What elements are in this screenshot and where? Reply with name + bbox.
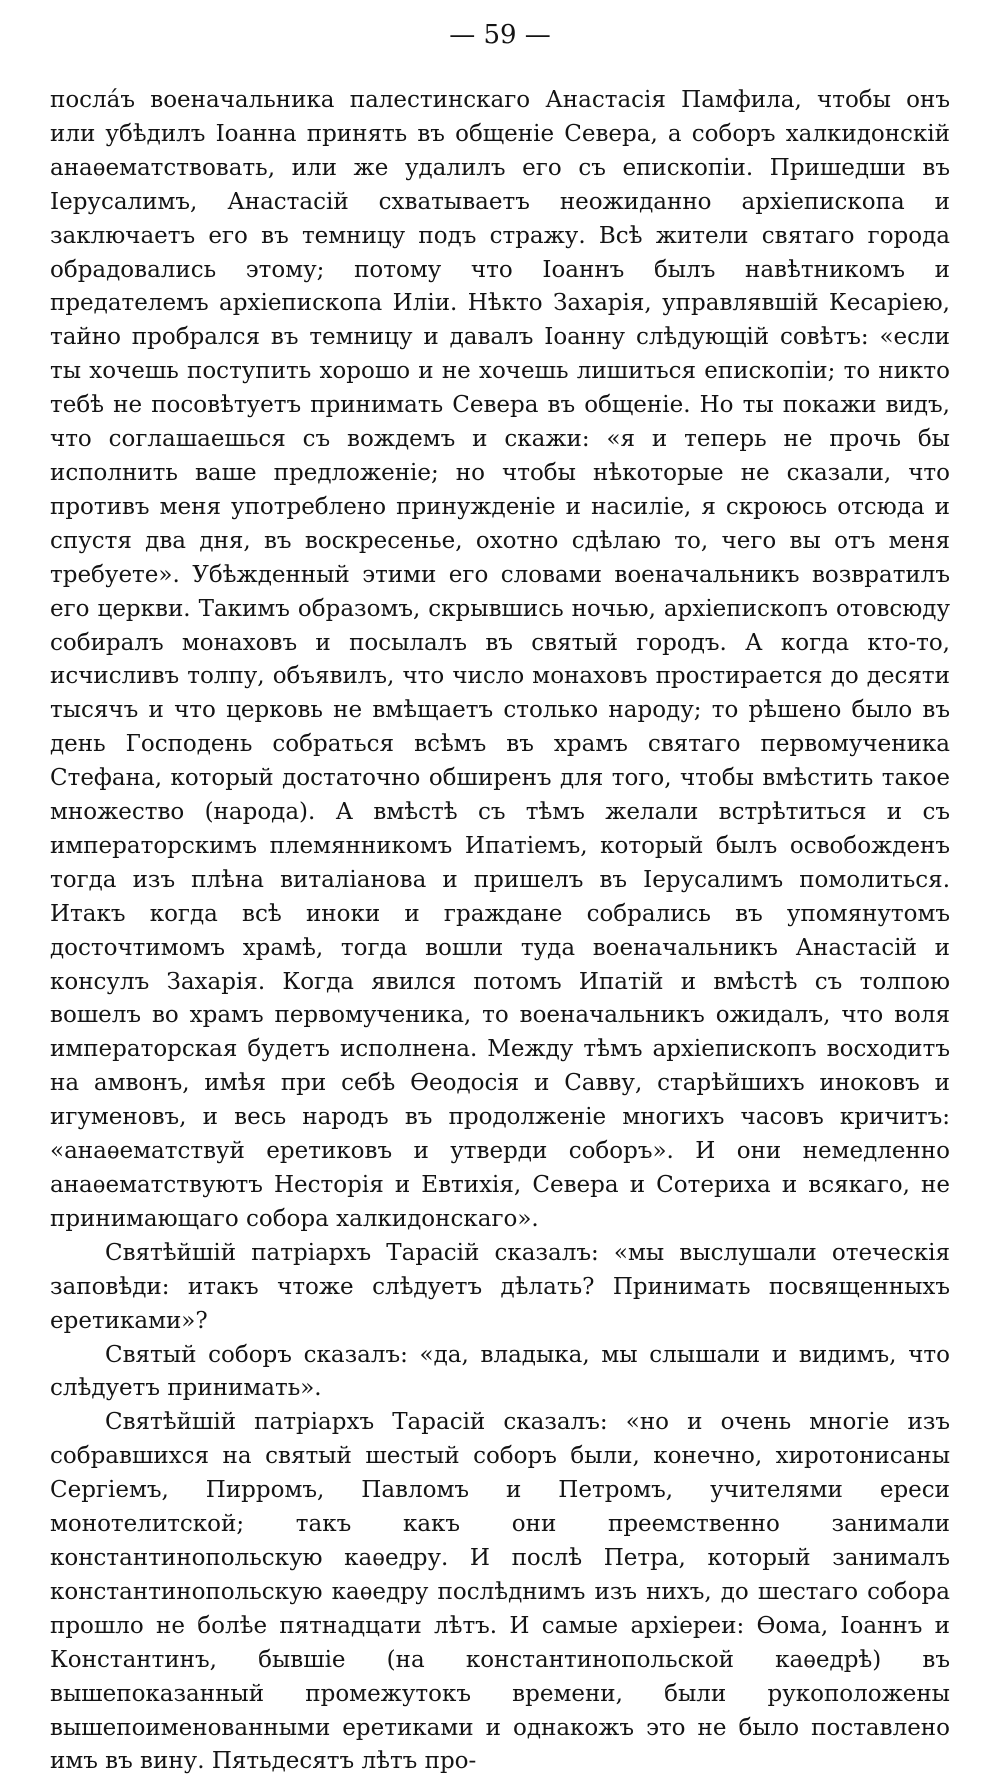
- paragraph-3: Святый соборъ сказалъ: «да, владыка, мы слышали и видимъ, что слѣдуетъ принимать».: [50, 1341, 950, 1402]
- document-page: [50, 22, 950, 1779]
- paragraph-2: Святѣйшій патріархъ Тарасій сказалъ: «мы выслушали отеческія заповѣди: итакъ чтоже слѣдуетъ дѣлать? Принимать посвященныхъ еретиками»?: [50, 1239, 950, 1334]
- paragraph-4: Святѣйшій патріархъ Тарасій сказалъ: «но и очень многіе изъ собравшихся на святый шестый соборъ были, конечно, хиротонисаны Сергіемъ, Пирромъ, Павломъ и Петромъ, учителями ереси монотелитской; такъ какъ они преемственно занимали константинопольскую каѳедру. И послѣ Петра, который занималъ константинопольскую каѳедру послѣднимъ изъ нихъ, до шестаго собора прошло не болѣе пятнадцати лѣтъ. И самые архіереи: Ѳома, Іоаннъ и Константинъ, бывшіе (на константинопольской каѳедрѣ) въ вышепоказанный промежутокъ времени, были рукоположены вышепоименованными еретиками и однакожъ это не было поставлено имъ въ вину. Пятьдесятъ лѣтъ про-: [50, 1409, 950, 1775]
- page-number: — 59 —: [449, 20, 551, 50]
- paragraph-1: посла́ъ военачальника палестинскаго Анастасія Памфила, чтобы онъ или убѣдилъ Іоанна принять въ общеніе Севера, а соборъ халкидонскій анаѳематствовать, или же удалилъ его съ епископіи. Пришедши въ Іерусалимъ, Анастасій схватываетъ неожиданно архіепископа и заключаетъ его въ темницу подъ стражу. Всѣ жители святаго города обрадовались этому; потому что Іоаннъ былъ навѣтникомъ и предателемъ архіепископа Иліи. Нѣкто Захарія, управлявшій Кесаріею, тайно пробрался въ темницу и давалъ Іоанну слѣдующій совѣтъ: «если ты хочешь поступить хорошо и не хочешь лишиться епископіи; то никто тебѣ не посовѣтуетъ принимать Севера въ общеніе. Но ты покажи видъ, что соглашаешься съ вождемъ и скажи: «я и теперь не прочь бы исполнить ваше предложеніе; но чтобы нѣкоторые не сказали, что противъ меня употреблено принужденіе и насиліе, я скроюсь отсюда и спустя два дня, въ воскресенье, охотно сдѣлаю то, чего вы отъ меня требуете». Убѣжденный этими его словами военачальникъ возвратилъ его церкви. Такимъ образомъ, скрывшись ночью, архіепископъ отовсюду собиралъ монаховъ и посылалъ въ святый городъ. А когда кто-то, исчисливъ толпу, объявилъ, что число монаховъ простирается до десяти тысячъ и что церковь не вмѣщаетъ столько народу; то рѣшено было въ день Господень собраться всѣмъ въ храмъ святаго первомученика Стефана, который достаточно обширенъ для того, чтобы вмѣстить такое множество (народа). А вмѣстѣ съ тѣмъ желали встрѣтиться и съ императорскимъ племянникомъ Ипатіемъ, который былъ освобожденъ тогда изъ плѣна виталіанова и пришелъ въ Іерусалимъ помолиться. Итакъ когда всѣ иноки и граждане собрались въ упомянутомъ досточтимомъ храмѣ, тогда вошли туда военачальникъ Анастасій и консулъ Захарія. Когда явился потомъ Ипатій и вмѣстѣ съ толпою вошелъ во храмъ первомученика, то военачальникъ ожидалъ, что воля императорская будетъ исполнена. Между тѣмъ архіепископъ восходитъ на амвонъ, имѣя при себѣ Ѳеодосія и Савву, старѣйшихъ иноковъ и игуменовъ, и весь народъ въ продолженіе многихъ часовъ кричитъ: «анаѳематствуй еретиковъ и утверди соборъ». И они немедленно анаѳематствуютъ Несторія и Евтихія, Севера и Сотериха и всякаго, не принимающаго собора халкидонскаго».: [50, 87, 950, 1232]
